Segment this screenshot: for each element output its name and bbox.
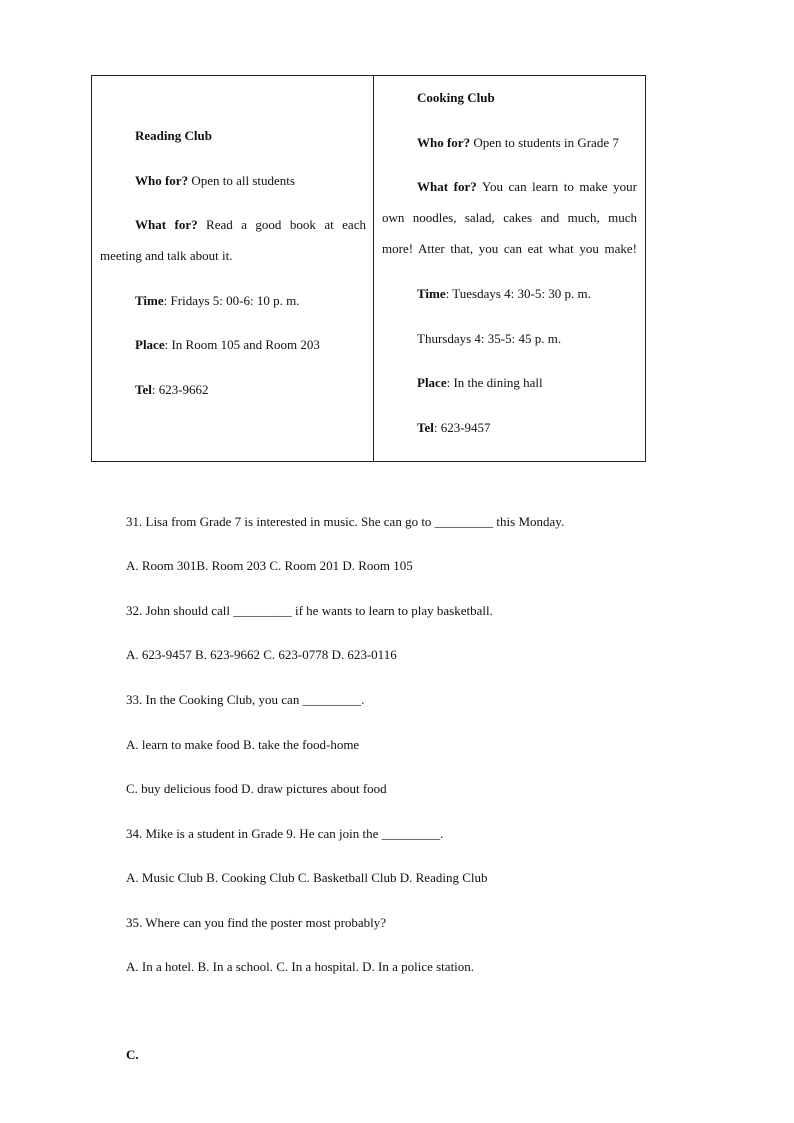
question-32-options: A. 623-9457 B. 623-9662 C. 623-0778 D. 623-0116 — [126, 647, 397, 662]
question-35-options: A. In a hotel. B. In a school. C. In a hospital. D. In a police station. — [126, 959, 475, 974]
place-label: Place — [417, 375, 447, 390]
cooking-club-title: Cooking Club — [417, 90, 495, 105]
cooking-club-what-line2: own noodles, salad, cakes and much, much — [382, 210, 637, 225]
what-label: What for? — [417, 179, 477, 194]
time-text: : Tuesdays 4: 30-5: 30 p. m. — [445, 286, 591, 301]
reading-club-what-line2: meeting and talk about it. — [100, 248, 233, 263]
cooking-club-place — [417, 375, 543, 391]
clubs-poster-table — [91, 75, 646, 462]
tel-text: : 623-9457 — [433, 420, 491, 435]
cooking-club-time — [417, 286, 591, 302]
place-text: : In the dining hall — [446, 375, 543, 390]
cooking-club-who — [417, 135, 619, 151]
cooking-club-time-2: Thursdays 4: 35-5: 45 p. m. — [417, 331, 562, 346]
time-text: : Fridays 5: 00-6: 10 p. m. — [163, 293, 300, 308]
what-text-line1: You can learn to make your — [476, 179, 637, 194]
question-35: 35. Where can you find the poster most probably? — [126, 915, 387, 930]
tel-text: : 623-9662 — [151, 382, 209, 397]
what-text-line1: Read a good book at each — [197, 217, 366, 232]
tel-label: Tel — [417, 420, 434, 435]
who-text: Open to all students — [188, 173, 295, 188]
question-31: 31. Lisa from Grade 7 is interested in music. She can go to _________ this Monday. — [126, 514, 565, 529]
cooking-club-what-line3: more! Atter that, you can eat what you make! — [382, 241, 637, 256]
reading-club-who — [135, 173, 295, 189]
question-33-options-c-d: C. buy delicious food D. draw pictures about food — [126, 781, 387, 796]
cooking-club-what-line1 — [417, 179, 637, 195]
who-text: Open to students in Grade 7 — [470, 135, 619, 150]
question-31-options: A. Room 301B. Room 203 C. Room 201 D. Room 105 — [126, 558, 413, 573]
time-label: Time — [135, 293, 164, 308]
who-label: Who for? — [417, 135, 471, 150]
time-label: Time — [417, 286, 446, 301]
reading-club-what-line1 — [135, 217, 366, 233]
question-33-options-a-b: A. learn to make food B. take the food-home — [126, 737, 360, 752]
cooking-club-cell — [374, 76, 646, 461]
question-33: 33. In the Cooking Club, you can _________. — [126, 692, 365, 707]
reading-club-time — [135, 293, 299, 309]
place-label: Place — [135, 337, 165, 352]
question-34-options: A. Music Club B. Cooking Club C. Basketball Club D. Reading Club — [126, 870, 488, 885]
reading-club-tel — [135, 382, 209, 398]
tel-label: Tel — [135, 382, 152, 397]
reading-club-cell — [92, 76, 373, 461]
section-letter: C. — [126, 1047, 139, 1062]
reading-club-title: Reading Club — [135, 128, 212, 143]
question-34: 34. Mike is a student in Grade 9. He can join the _________. — [126, 826, 444, 841]
question-32: 32. John should call _________ if he wants to learn to play basketball. — [126, 603, 493, 618]
place-text: : In Room 105 and Room 203 — [164, 337, 320, 352]
who-label: Who for? — [135, 173, 189, 188]
cooking-club-tel — [417, 420, 491, 436]
reading-club-place — [135, 337, 320, 353]
what-label: What for? — [135, 217, 198, 232]
